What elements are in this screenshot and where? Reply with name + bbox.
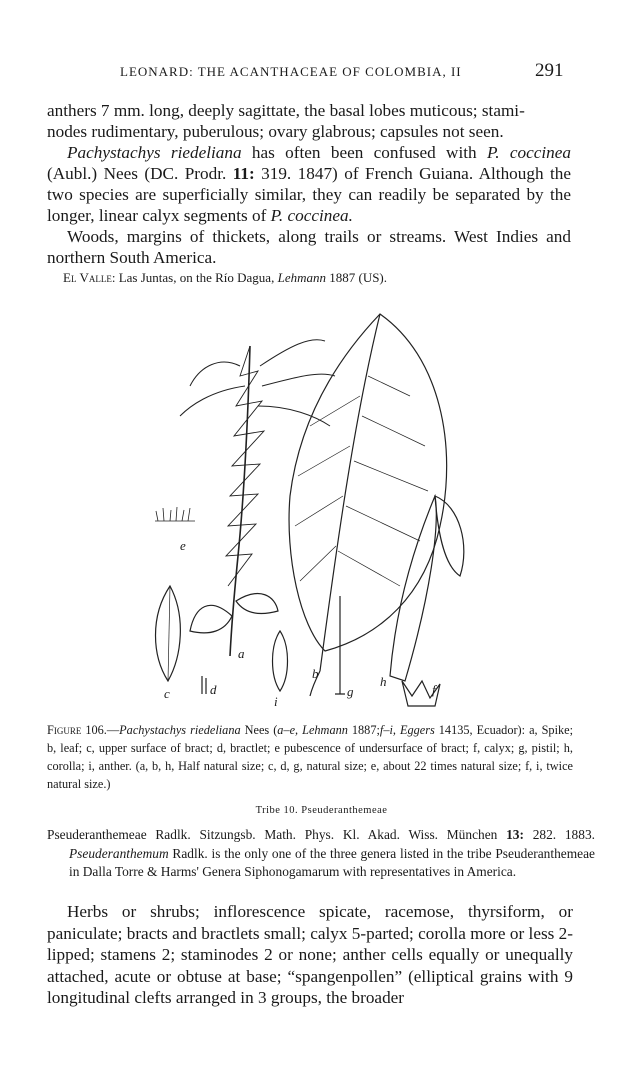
spike-a-flowers (180, 340, 335, 426)
figure-label-f: f (432, 682, 436, 697)
running-head: LEONARD: THE ACANTHACEAE OF COLOMBIA, II (120, 64, 462, 79)
bract-c-drawing (156, 586, 181, 681)
text-run: Nees ( (240, 723, 278, 737)
specimen-citation (63, 269, 583, 287)
page-number: 291 (535, 60, 564, 81)
tribe-description: Herbs or shrubs; inflorescence spicate, racemose, thyrsiform, or paniculate; bracts and bractlets small; calyx 5-parted; corolla more or less 2-lipped; stamens 2; staminodes 2 or none; anther cells equally or unequally attached, acute or obtuse at base; “spangenpollen” (elliptical grains with 9 longitudinal clefts arranged in 3 groups, the broader (47, 902, 573, 1007)
botanical-illustration (140, 296, 480, 716)
corolla-h-drawing (390, 496, 436, 681)
collector-name: Lehmann (277, 270, 326, 285)
text-run: 1887 (US). (325, 270, 388, 285)
pubescence-e-drawing (155, 507, 195, 521)
figure-number: Figure 106. (47, 723, 107, 737)
species-description-continued (47, 100, 571, 268)
species-name: Pachystachys riedeliana (119, 723, 241, 737)
text-run: has often been confused with (241, 143, 487, 162)
figure-label-a: a (238, 646, 245, 661)
text-run: Pseuderanthemeae Radlk. Sitzungsb. Math. Phys. Kl. Akad. Wiss. München (47, 827, 507, 842)
figure-label-i: i (274, 694, 278, 709)
species-name: P. coccinea. (270, 206, 353, 225)
anther-i-drawing (273, 631, 288, 691)
figure-label-b: b (312, 666, 319, 681)
body-line-2: nodes rudimentary, puberulous; ovary glabrous; capsules not seen. (47, 122, 504, 141)
text-run: : (111, 270, 119, 285)
volume-number: 13: (506, 827, 524, 842)
bract-c-midrib (168, 586, 170, 681)
region-name: El Valle (63, 270, 112, 285)
habitat-paragraph: Woods, margins of thickets, along trails or streams. West Indies and northern South America. (47, 227, 571, 267)
figure-label-e: e (180, 538, 186, 553)
figure-label-d: d (210, 682, 217, 697)
corolla-h-lip (435, 496, 464, 576)
figure-label-c: c (164, 686, 170, 701)
species-name: P. coccinea (486, 143, 571, 162)
text-run: 1887; (347, 723, 380, 737)
figure-caption (47, 721, 573, 793)
spike-a-axis (230, 346, 250, 656)
species-name: Pachystachys riedeliana (67, 143, 242, 162)
leaf-b-midrib (320, 314, 380, 671)
text-run: 14135, Ecuador): a, Spike; b, leaf; c, upper surface of bract; d, bractlet; e pubescence of undersurface of bract; f, calyx; g, pistil; h, corolla; i, anther. (a, b, h, Half natural size; c, d, g, natural size; e, about 22 times natural size; f, i, twice natural size.) (47, 723, 574, 791)
volume-number: 11: (232, 164, 255, 183)
text-run: 319. 1847) of French Guiana. Although the two species are superficially similar, they can readily be separated by the longer, linear calyx segments of (47, 164, 571, 225)
tribe-introduction (47, 826, 595, 882)
leaf-b-drawing (289, 314, 447, 651)
comparison-paragraph (47, 142, 571, 226)
text-run: — (106, 723, 120, 737)
text-run: Radlk. is the only one of the three genera listed in the tribe Pseuderanthemeae in Dalla Torre & Harms' Genera Siphonogamarum with representatives in America. (69, 845, 595, 879)
tribe-heading: Tribe 10. Pseuderanthemeae (255, 805, 388, 816)
locality: Las Juntas, on the Río Dagua, (118, 270, 278, 285)
body-line-1: anthers 7 mm. long, deeply sagittate, the basal lobes muticous; stami- (47, 101, 525, 120)
figure-label-g: g (347, 684, 354, 699)
specimen-range: f–i, Eggers (379, 723, 435, 737)
genus-name: Pseuderanthemum (69, 845, 169, 861)
figure-label-h: h (380, 674, 387, 689)
specimen-range: a–e, Lehmann (277, 723, 348, 737)
text-run: 282. 1883. (523, 827, 595, 842)
text-run: (Aubl.) Nees (DC. Prodr. (47, 164, 233, 183)
bractlet-d-drawing (202, 676, 206, 694)
